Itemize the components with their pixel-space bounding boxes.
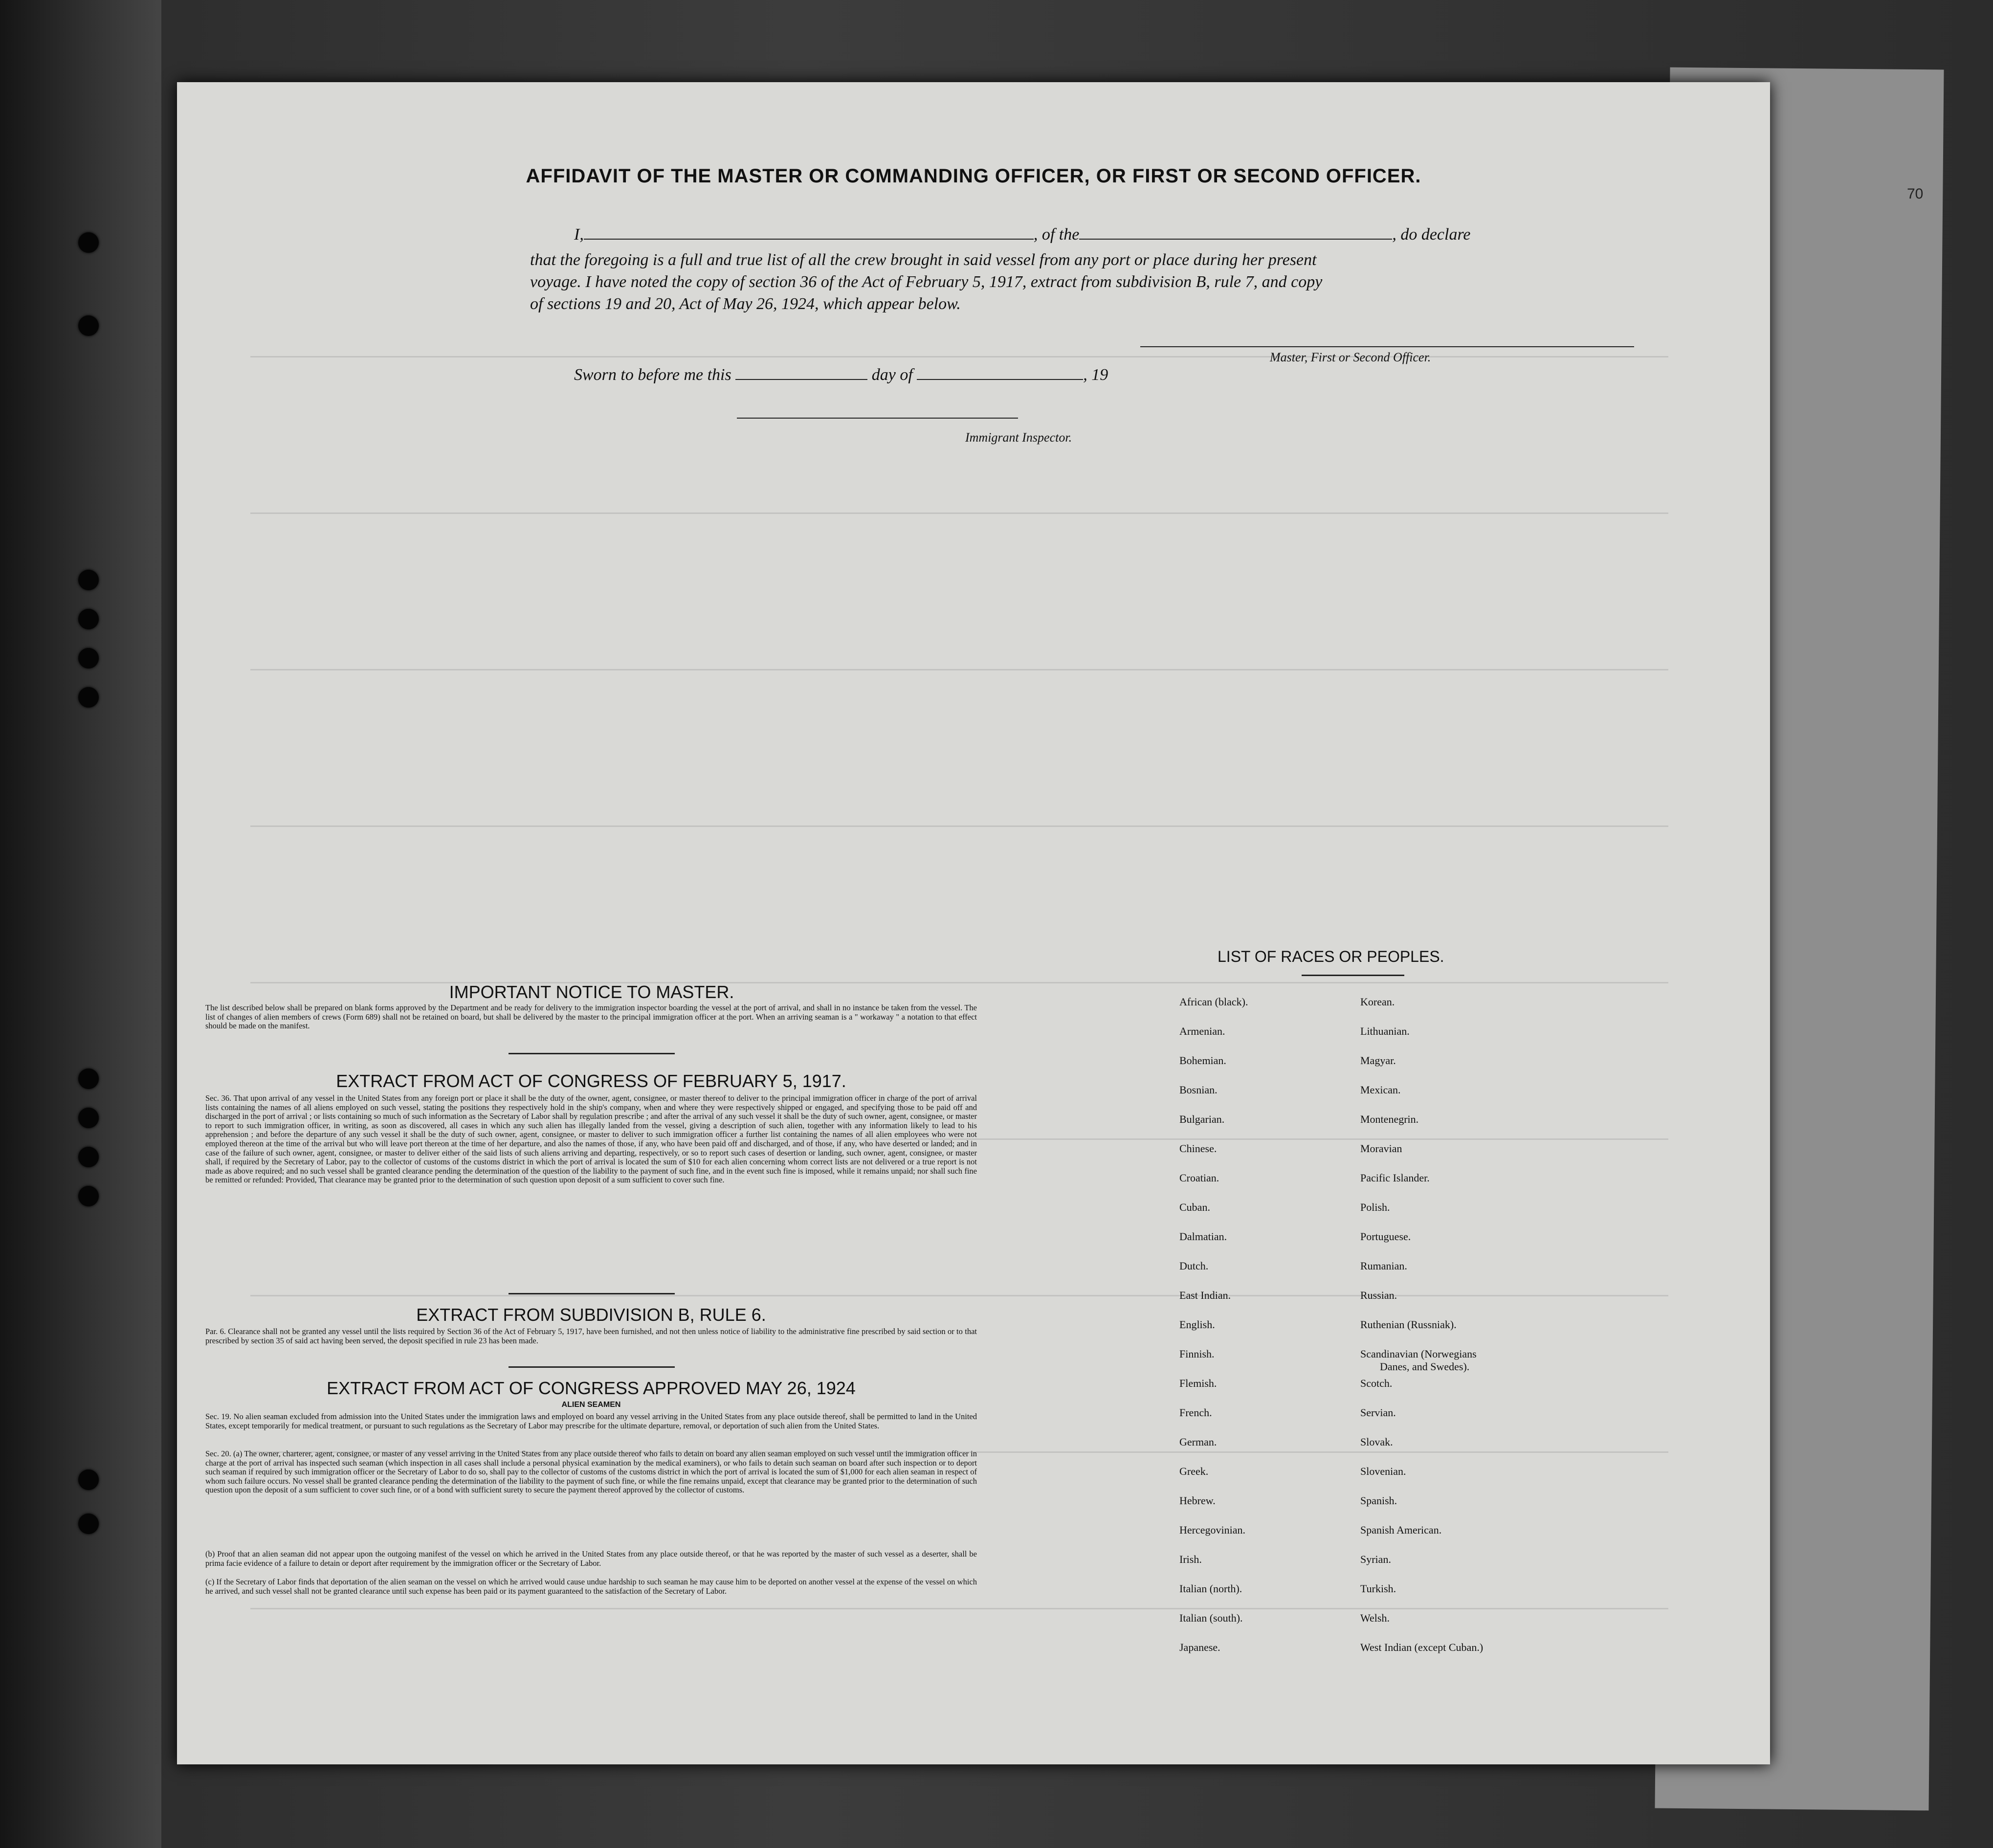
- extract-rule6-title: EXTRACT FROM SUBDIVISION B, RULE 6.: [416, 1305, 766, 1325]
- race-item: Scandinavian (Norwegians: [1360, 1348, 1477, 1360]
- affidavit-do-declare: , do declare: [1392, 225, 1471, 244]
- extract-1917-title: EXTRACT FROM ACT OF CONGRESS OF FEBRUARY 5, 1917.: [336, 1071, 846, 1091]
- binder-strip: [0, 0, 161, 1848]
- sworn-text: Sworn to before me this: [574, 366, 731, 384]
- race-item: Italian (south).: [1179, 1612, 1243, 1624]
- race-item: Syrian.: [1360, 1553, 1391, 1565]
- vessel-blank: [1079, 239, 1392, 240]
- race-item: Dutch.: [1179, 1260, 1209, 1272]
- race-item: Chinese.: [1179, 1142, 1217, 1155]
- punch-hole: [78, 1108, 99, 1128]
- notice-title: IMPORTANT NOTICE TO MASTER.: [449, 982, 734, 1002]
- race-item: African (black).: [1179, 996, 1248, 1008]
- section-19-text: Sec. 19. No alien seaman excluded from admission into the United States under the immigration laws and employed on board any vessel arriving in the United States from any place outside thereof, shall be permitted to land in the United States, except temporarily for medical treatment, or pursuant to such regulations as the Secretary of Labor may prescribe for the ultimate departure, removal, or deportation of such alien from the United States.: [205, 1412, 977, 1430]
- punch-hole: [78, 1186, 99, 1206]
- bleed-line: [250, 1608, 1668, 1609]
- year-text: , 19: [1083, 366, 1108, 384]
- race-item: Welsh.: [1360, 1612, 1390, 1624]
- section-20b-text: (b) Proof that an alien seaman did not appear upon the outgoing manifest of the vessel on which he arrived in the United States from any place outside thereof, or that he was reported by the master of such vessel as a deserter, shall be prima facie evidence of a failure to detain or deport after requirement by the immigration officer or the Secretary of Labor.: [205, 1549, 977, 1568]
- race-item: Bulgarian.: [1179, 1113, 1225, 1125]
- race-item: Greek.: [1179, 1465, 1209, 1477]
- affidavit-i: I,: [574, 225, 584, 244]
- bleed-line: [250, 512, 1668, 514]
- bleed-line: [250, 825, 1668, 827]
- affidavit-line-4: of sections 19 and 20, Act of May 26, 1924, which appear below.: [530, 295, 961, 313]
- race-item: Hebrew.: [1179, 1494, 1216, 1507]
- day-of-text: day of: [871, 366, 913, 384]
- affidavit-declaration-line: [574, 225, 1471, 244]
- race-item: Hercegovinian.: [1179, 1524, 1245, 1536]
- race-item: Russian.: [1360, 1289, 1397, 1301]
- race-item: Irish.: [1179, 1553, 1202, 1565]
- race-item: Slovak.: [1360, 1436, 1393, 1448]
- corner-tag: 70: [1907, 186, 1924, 202]
- race-item: Italian (north).: [1179, 1582, 1242, 1595]
- punch-hole: [78, 648, 99, 668]
- master-caption: Master, First or Second Officer.: [1270, 350, 1431, 364]
- sworn-line: [574, 366, 1108, 384]
- punch-hole: [78, 570, 99, 590]
- punch-hole: [78, 1147, 99, 1167]
- punch-hole: [78, 1514, 99, 1534]
- affidavit-line-2: that the foregoing is a full and true list of all the crew brought in said vessel from any port or place during her present: [530, 251, 1317, 269]
- notice-text: The list described below shall be prepared on blank forms approved by the Department and be ready for delivery to the immigration inspector boarding the vessel at the port of arrival, and shall in no instance be taken from the vessel. The list of changes of alien members of crews (Form 689) shall not be retained on board, but shall be delivered by the master to the principal immigration officer at the port. When an arriving seaman is a " workaway " a notation to that effect should be made on the manifest.: [205, 1003, 977, 1031]
- race-item: Bohemian.: [1179, 1054, 1226, 1067]
- punch-hole: [78, 687, 99, 708]
- race-item: Croatian.: [1179, 1172, 1219, 1184]
- sworn-month-blank: [917, 379, 1083, 380]
- race-item: Moravian: [1360, 1142, 1402, 1155]
- race-item: Flemish.: [1179, 1377, 1217, 1389]
- extract-1924-title: EXTRACT FROM ACT OF CONGRESS APPROVED MAY 26, 1924: [327, 1378, 856, 1398]
- race-item: Armenian.: [1179, 1025, 1225, 1037]
- race-item: Spanish.: [1360, 1494, 1397, 1507]
- punch-hole: [78, 1469, 99, 1490]
- race-item: Danes, and Swedes).: [1380, 1360, 1470, 1373]
- punch-hole: [78, 1069, 99, 1089]
- race-item: Ruthenian (Russniak).: [1360, 1318, 1457, 1331]
- punch-hole: [78, 232, 99, 253]
- race-item: Slovenian.: [1360, 1465, 1406, 1477]
- extract-1917-text: Sec. 36. That upon arrival of any vessel in the United States from any foreign port or place it shall be the duty of the owner, agent, consignee, or master thereof to deliver to the principal immigration officer in charge of the port of arrival lists containing the names of all aliens employed on such vessel, stating the positions they respectively hold in the ship's company, when and where they were respectively shipped or engaged, and specifying those to be paid off and discharged in the port of arrival ; or lists containing so much of such information as the Secretary of Labor shall by regulation prescribe ; and after the arrival of any such vessel it shall be the duty of such owner, agent, consignee, or master to report to such immigration officer, in writing, as soon as discovered, all cases in which any such alien has illegally landed from the vessel, giving a description of such alien, together with any information likely to lead to his apprehension ; and before the departure of any such vessel it shall be the duty of such owner, agent, consignee, or master to deliver to such immigration officer a further list containing the names of all alien employees who were not employed thereon at the time of the arrival but who will leave port thereon at the time of her departure, and also the names of those, if any, who have been paid off and discharged, and of those, if any, who have deserted or landed; and in case of the failure of such owner, agent, consignee, or master to deliver either of the said lists of such aliens arriving and departing, respectively, or so to report such cases of desertion or landing, such owner, agent, consignee, or master shall, if required by the Secretary of Labor, pay to the collector of customs of the customs district in which the port of arrival is located the sum of $10 for each alien concerning whom correct lists are not delivered or a true report is not made as above required; and no such vessel shall be granted clearance pending the determination of the question of the liability to the payment of such fine, and in the event such fine is imposed, while it remains unpaid; nor shall such fine be remitted or refunded: Provided, That clearance may be granted prior to the determination of such question upon deposit of a sum sufficient to cover such fine.: [205, 1093, 977, 1185]
- punch-hole: [78, 609, 99, 629]
- signature-line-inspector: [737, 418, 1018, 419]
- race-item: Portuguese.: [1360, 1230, 1411, 1243]
- section-20a-text: Sec. 20. (a) The owner, charterer, agent, consignee, or master of any vessel arriving in the United States from any place outside thereof who fails to detain on board any alien seaman employed on such vessel until the immigration officer in charge at the port of arrival has inspected such seaman (which inspection in all cases shall include a personal physical examination by the medical examiners), or who fails to detain such seaman on board after such inspection or to deport such seaman if required by such immigration officer or the Secretary of Labor to do so, shall pay to the collector of customs of the customs district in which the port of arrival is located the sum of $1,000 for each alien seaman in respect of whom such failure occurs. No vessel shall be granted clearance pending the determination of the liability to the payment of such fine, or while the fine remains unpaid, except that clearance may be granted prior to the determination of such question upon the deposit of a sum sufficient to cover such fine, or of a bond with sufficient surety to secure the payment thereof approved by the collector of customs.: [205, 1449, 977, 1495]
- bleed-line: [250, 1295, 1668, 1296]
- bleed-line: [250, 669, 1668, 670]
- alien-seamen-subtitle: ALIEN SEAMEN: [561, 1401, 621, 1409]
- race-item: Mexican.: [1360, 1084, 1401, 1096]
- affidavit-title: AFFIDAVIT OF THE MASTER OR COMMANDING OFFICER, OR FIRST OR SECOND OFFICER.: [526, 165, 1421, 187]
- races-title: LIST OF RACES OR PEOPLES.: [1218, 948, 1444, 965]
- race-item: German.: [1179, 1436, 1217, 1448]
- signature-line-master: [1140, 346, 1634, 347]
- section-divider: [509, 1293, 675, 1294]
- races-divider: [1302, 975, 1404, 976]
- race-item: Rumanian.: [1360, 1260, 1407, 1272]
- race-item: Cuban.: [1179, 1201, 1210, 1213]
- extract-rule6-text: Par. 6. Clearance shall not be granted any vessel until the lists required by Section 36 of the Act of February 5, 1917, have been furnished, and not then unless notice of liability to the administrative fine prescribed by said section or to that prescribed by section 35 of said act having been served, the deposit specified in rule 23 has been made.: [205, 1327, 977, 1345]
- race-item: Montenegrin.: [1360, 1113, 1419, 1125]
- affidavit-line-3: voyage. I have noted the copy of section 36 of the Act of February 5, 1917, extract from subdivision B, rule 7, and copy: [530, 273, 1323, 291]
- race-item: Magyar.: [1360, 1054, 1396, 1067]
- name-blank: [584, 239, 1034, 240]
- bleed-through: [177, 82, 1770, 1764]
- punch-hole: [78, 315, 99, 336]
- race-item: English.: [1179, 1318, 1215, 1331]
- section-20c-text: (c) If the Secretary of Labor finds that deportation of the alien seaman on the vessel on which he arrived would cause undue hardship to such seaman he may cause him to be deported on another vessel at the expense of the vessel on which he arrived, and such vessel shall not be granted clearance until such expense has been paid or its payment guaranteed to the satisfaction of the Secretary of Labor.: [205, 1577, 977, 1596]
- race-item: Finnish.: [1179, 1348, 1215, 1360]
- race-item: Servian.: [1360, 1406, 1396, 1419]
- inspector-caption: Immigrant Inspector.: [965, 430, 1072, 445]
- race-item: East Indian.: [1179, 1289, 1231, 1301]
- affidavit-of-the: , of the: [1033, 225, 1080, 244]
- race-item: Scotch.: [1360, 1377, 1393, 1389]
- race-item: Dalmatian.: [1179, 1230, 1227, 1243]
- race-item: West Indian (except Cuban.): [1360, 1641, 1484, 1653]
- race-item: Korean.: [1360, 996, 1395, 1008]
- document-page: [177, 82, 1770, 1764]
- race-item: Polish.: [1360, 1201, 1390, 1213]
- race-item: Pacific Islander.: [1360, 1172, 1430, 1184]
- sworn-day-blank: [735, 379, 867, 380]
- race-item: Spanish American.: [1360, 1524, 1442, 1536]
- race-item: Japanese.: [1179, 1641, 1220, 1653]
- race-item: Bosnian.: [1179, 1084, 1218, 1096]
- race-item: Lithuanian.: [1360, 1025, 1410, 1037]
- race-item: French.: [1179, 1406, 1212, 1419]
- bleed-line: [250, 356, 1668, 357]
- race-item: Turkish.: [1360, 1582, 1396, 1595]
- section-divider: [509, 1366, 675, 1368]
- section-divider: [509, 1053, 675, 1054]
